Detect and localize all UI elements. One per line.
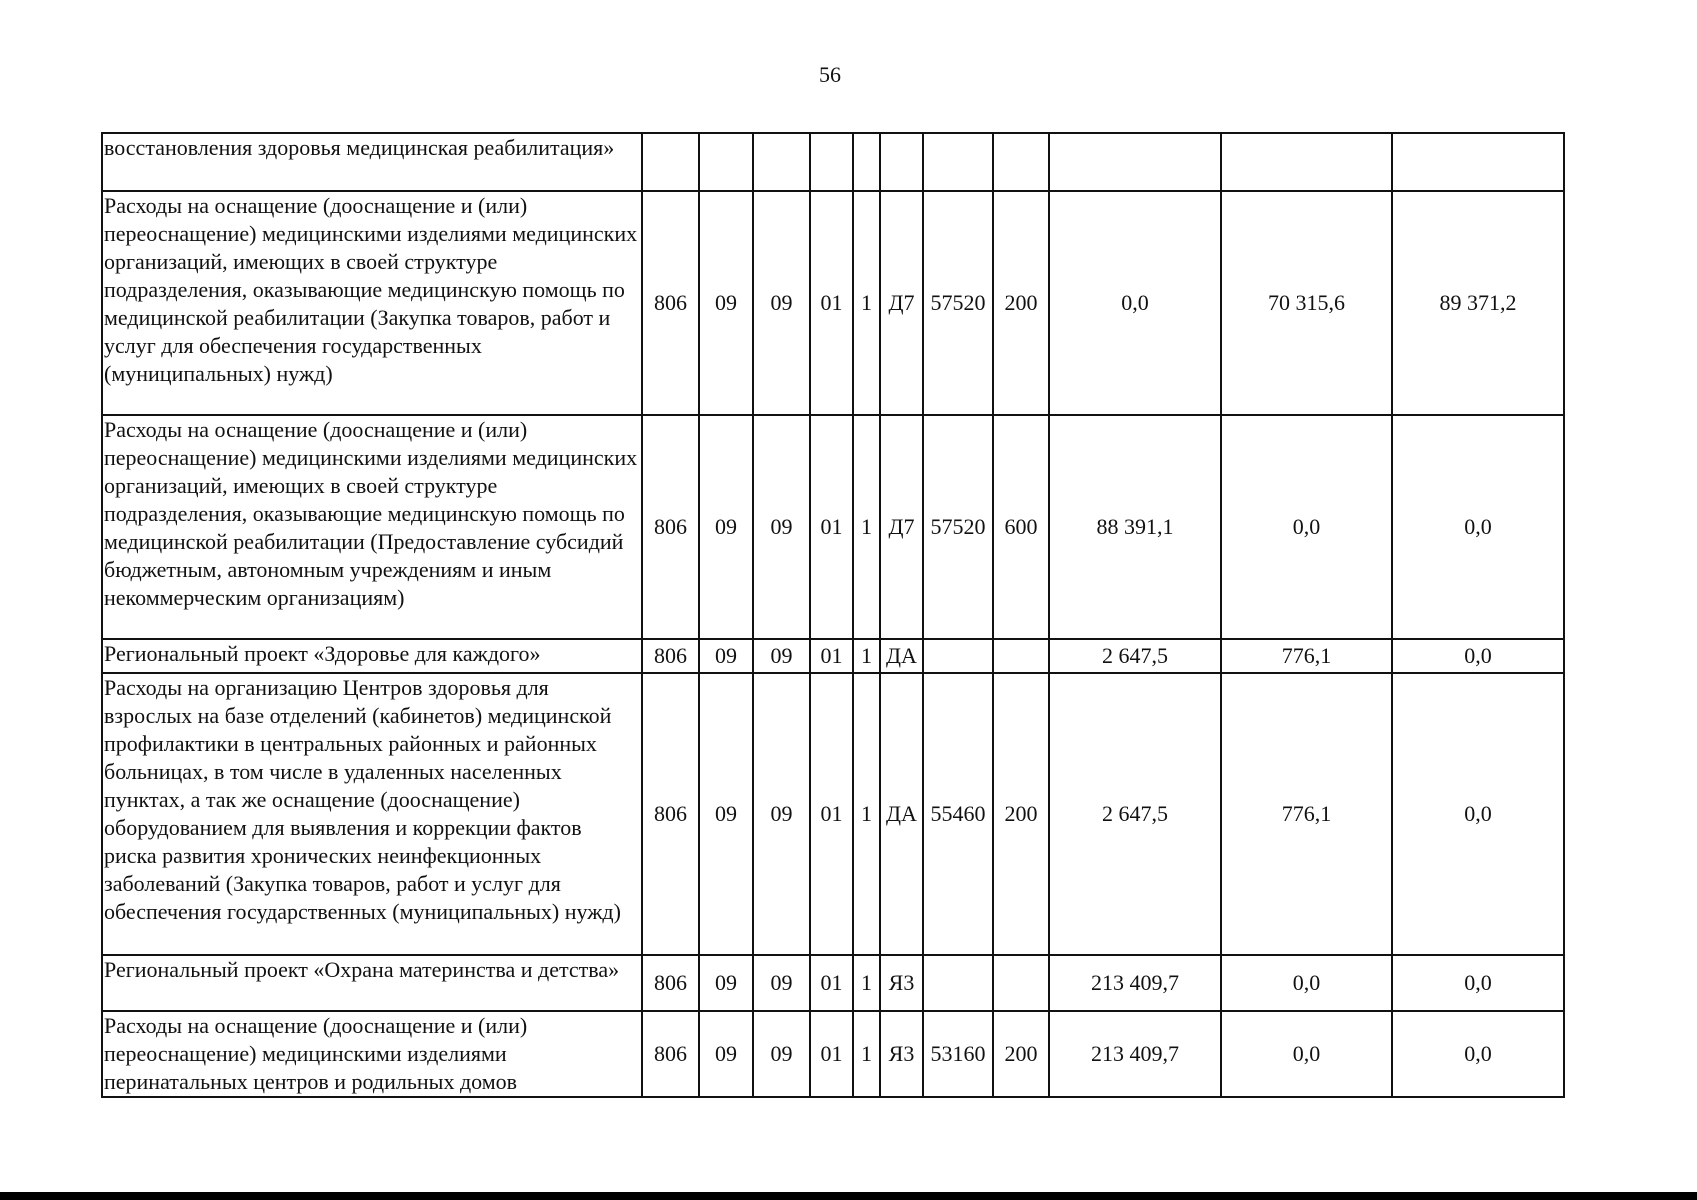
code-section: 09 — [699, 673, 753, 955]
table-row — [102, 415, 1564, 639]
code-section: 09 — [699, 639, 753, 673]
row-name: восстановления здоровья медицинская реабилитация» — [102, 133, 642, 191]
code-project: Я3 — [880, 955, 923, 1011]
code-section — [699, 133, 753, 191]
code-ministry: 806 — [642, 191, 699, 415]
amount-year-3 — [1392, 133, 1564, 191]
table-row — [102, 955, 1564, 1011]
amount-year-2: 70 315,6 — [1221, 191, 1392, 415]
code-program: 01 — [810, 955, 853, 1011]
amount-year-1: 2 647,5 — [1049, 639, 1221, 673]
code-expense-type: 200 — [993, 191, 1049, 415]
code-section: 09 — [699, 415, 753, 639]
amount-year-3: 0,0 — [1392, 639, 1564, 673]
code-direction — [923, 133, 993, 191]
budget-table — [101, 132, 1565, 1098]
code-subprogram: 1 — [853, 191, 880, 415]
code-subprogram — [853, 133, 880, 191]
code-expense-type — [993, 133, 1049, 191]
code-program: 01 — [810, 191, 853, 415]
code-section: 09 — [699, 955, 753, 1011]
page-number: 56 — [819, 62, 841, 87]
code-project: Д7 — [880, 415, 923, 639]
code-program: 01 — [810, 415, 853, 639]
code-expense-type: 200 — [993, 673, 1049, 955]
amount-year-2: 0,0 — [1221, 955, 1392, 1011]
code-subprogram: 1 — [853, 415, 880, 639]
code-subsection: 09 — [753, 639, 810, 673]
row-name: Расходы на оснащение (дооснащение и (или) переоснащение) медицинскими изделиями перинатальных центров и родильных домов — [102, 1011, 642, 1097]
amount-year-1 — [1049, 133, 1221, 191]
amount-year-1: 88 391,1 — [1049, 415, 1221, 639]
code-ministry: 806 — [642, 955, 699, 1011]
code-ministry: 806 — [642, 639, 699, 673]
code-ministry: 806 — [642, 673, 699, 955]
amount-year-2: 0,0 — [1221, 415, 1392, 639]
code-subsection: 09 — [753, 191, 810, 415]
code-subprogram: 1 — [853, 1011, 880, 1097]
code-project — [880, 133, 923, 191]
amount-year-2: 776,1 — [1221, 673, 1392, 955]
row-name: Расходы на организацию Центров здоровья для взрослых на базе отделений (кабинетов) медицинской профилактики в центральных районных и районных больницах, в том числе в удаленных населенных пунктах, а так же оснащение (дооснащение) оборудованием для выявления и коррекции фактов риска развития хронических неинфекционных заболеваний (Закупка товаров, работ и услуг для обеспечения государственных (муниципальных) нужд) — [102, 673, 642, 955]
code-subsection — [753, 133, 810, 191]
code-subsection: 09 — [753, 673, 810, 955]
code-subsection: 09 — [753, 1011, 810, 1097]
code-direction: 57520 — [923, 415, 993, 639]
code-direction: 57520 — [923, 191, 993, 415]
amount-year-2 — [1221, 133, 1392, 191]
code-direction — [923, 639, 993, 673]
code-program — [810, 133, 853, 191]
code-subsection: 09 — [753, 415, 810, 639]
row-name: Расходы на оснащение (дооснащение и (или) переоснащение) медицинскими изделиями медицинских организаций, имеющих в своей структуре подразделения, оказывающие медицинскую помощь по медицинской реабилитации (Предоставление субсидий бюджетным, автономным учреждениям и иным некоммерческим организациям) — [102, 415, 642, 639]
amount-year-2: 776,1 — [1221, 639, 1392, 673]
code-project: ДА — [880, 639, 923, 673]
code-project: Я3 — [880, 1011, 923, 1097]
table-row — [102, 133, 1564, 191]
amount-year-3: 89 371,2 — [1392, 191, 1564, 415]
amount-year-3: 0,0 — [1392, 1011, 1564, 1097]
table-row — [102, 639, 1564, 673]
code-project: Д7 — [880, 191, 923, 415]
code-expense-type — [993, 955, 1049, 1011]
code-program: 01 — [810, 639, 853, 673]
code-section: 09 — [699, 191, 753, 415]
amount-year-3: 0,0 — [1392, 955, 1564, 1011]
code-expense-type — [993, 639, 1049, 673]
code-direction: 53160 — [923, 1011, 993, 1097]
code-expense-type: 600 — [993, 415, 1049, 639]
amount-year-3: 0,0 — [1392, 415, 1564, 639]
code-subprogram: 1 — [853, 673, 880, 955]
row-name: Региональный проект «Здоровье для каждого» — [102, 639, 642, 673]
amount-year-2: 0,0 — [1221, 1011, 1392, 1097]
code-section: 09 — [699, 1011, 753, 1097]
table-row — [102, 673, 1564, 955]
code-ministry: 806 — [642, 415, 699, 639]
amount-year-1: 213 409,7 — [1049, 1011, 1221, 1097]
row-name: Расходы на оснащение (дооснащение и (или) переоснащение) медицинскими изделиями медицинских организаций, имеющих в своей структуре подразделения, оказывающие медицинскую помощь по медицинской реабилитации (Закупка товаров, работ и услуг для обеспечения государственных (муниципальных) нужд) — [102, 191, 642, 415]
scan-edge-bar — [0, 1192, 1697, 1200]
amount-year-1: 2 647,5 — [1049, 673, 1221, 955]
code-direction: 55460 — [923, 673, 993, 955]
table-row — [102, 191, 1564, 415]
code-subprogram: 1 — [853, 955, 880, 1011]
code-program: 01 — [810, 1011, 853, 1097]
amount-year-3: 0,0 — [1392, 673, 1564, 955]
code-expense-type: 200 — [993, 1011, 1049, 1097]
code-ministry: 806 — [642, 1011, 699, 1097]
code-program: 01 — [810, 673, 853, 955]
code-project: ДА — [880, 673, 923, 955]
amount-year-1: 0,0 — [1049, 191, 1221, 415]
amount-year-1: 213 409,7 — [1049, 955, 1221, 1011]
code-subprogram: 1 — [853, 639, 880, 673]
code-direction — [923, 955, 993, 1011]
row-name: Региональный проект «Охрана материнства и детства» — [102, 955, 642, 1011]
code-subsection: 09 — [753, 955, 810, 1011]
code-ministry — [642, 133, 699, 191]
table-row — [102, 1011, 1564, 1097]
